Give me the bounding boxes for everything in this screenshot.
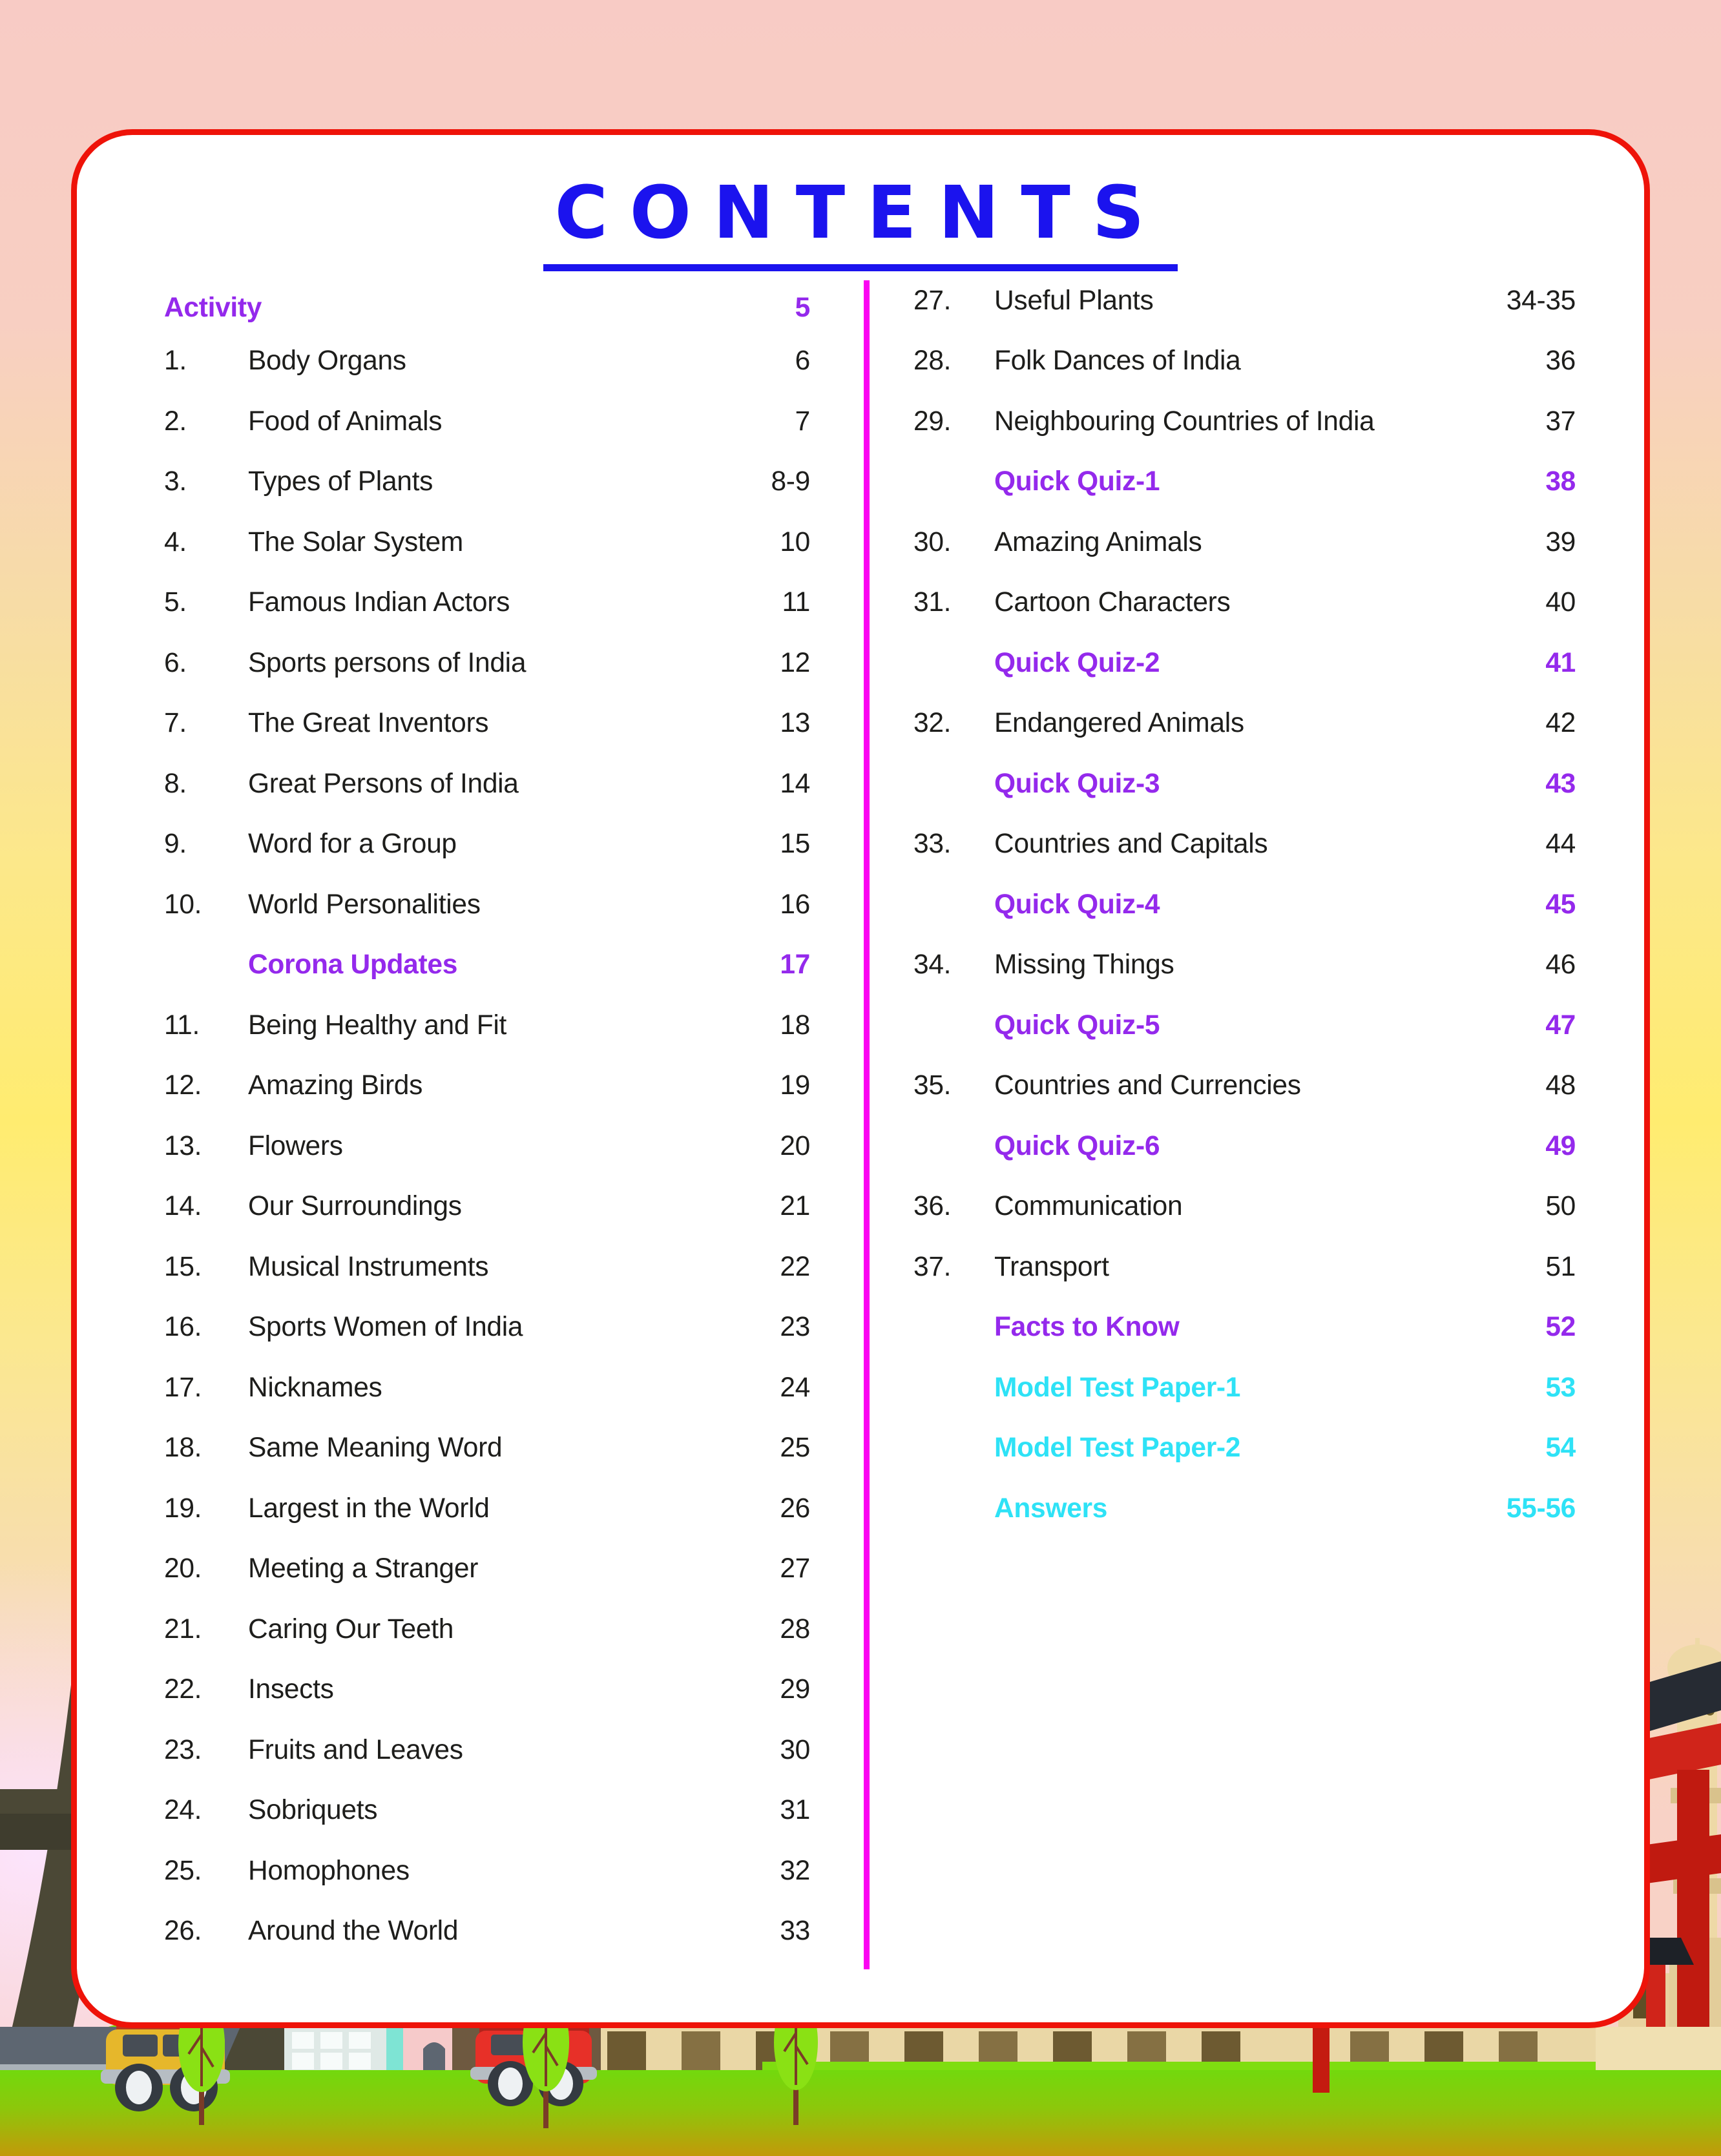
toc-row bbox=[164, 814, 810, 875]
toc-entry-page: 34-35 bbox=[1506, 285, 1576, 316]
toc-entry-label: Great Persons of India bbox=[248, 768, 519, 799]
toc-row bbox=[913, 1056, 1576, 1117]
toc-row bbox=[164, 1056, 810, 1117]
toc-entry-label: Being Healthy and Fit bbox=[248, 1010, 507, 1041]
toc-row bbox=[913, 814, 1576, 875]
toc-entry-number: 9. bbox=[164, 829, 187, 860]
toc-row bbox=[913, 1418, 1576, 1479]
toc-entry-label: Model Test Paper-1 bbox=[994, 1372, 1241, 1403]
toc-entry-page: 44 bbox=[1545, 829, 1576, 860]
toc-entry-number: 15. bbox=[164, 1251, 202, 1282]
toc-row bbox=[164, 1539, 810, 1600]
toc-entry-label: The Great Inventors bbox=[248, 708, 489, 739]
toc-row bbox=[164, 694, 810, 754]
toc-entry-page: 17 bbox=[780, 949, 810, 980]
toc-entry-label: Model Test Paper-2 bbox=[994, 1433, 1241, 1464]
toc-entry-label: Answers bbox=[994, 1493, 1108, 1524]
toc-entry-number: 29. bbox=[913, 406, 952, 437]
toc-entry-page: 5 bbox=[795, 293, 810, 324]
toc-entry-page: 19 bbox=[780, 1070, 810, 1101]
toc-entry-label: Homophones bbox=[248, 1855, 410, 1886]
toc-entry-label: Food of Animals bbox=[248, 406, 443, 437]
toc-entry-label: The Solar System bbox=[248, 526, 463, 557]
toc-row bbox=[913, 1358, 1576, 1418]
toc-entry-label: Cartoon Characters bbox=[994, 587, 1231, 618]
toc-entry-page: 39 bbox=[1545, 526, 1576, 557]
toc-entry-page: 37 bbox=[1545, 406, 1576, 437]
toc-row bbox=[164, 1781, 810, 1841]
toc-row bbox=[164, 1237, 810, 1298]
toc-entry-number: 21. bbox=[164, 1613, 202, 1644]
toc-row bbox=[913, 331, 1576, 392]
toc-entry-number: 3. bbox=[164, 466, 187, 497]
toc-entry-page: 26 bbox=[780, 1493, 810, 1524]
toc-entry-page: 12 bbox=[780, 647, 810, 678]
toc-entry-number: 31. bbox=[913, 587, 952, 618]
toc-right-column bbox=[913, 271, 1576, 1539]
toc-entry-number: 27. bbox=[913, 285, 952, 316]
toc-row bbox=[164, 1599, 810, 1660]
toc-entry-number: 30. bbox=[913, 526, 952, 557]
toc-entry-page: 45 bbox=[1545, 889, 1576, 920]
toc-row bbox=[913, 633, 1576, 694]
toc-entry-label: Sobriquets bbox=[248, 1795, 378, 1826]
toc-row bbox=[164, 391, 810, 452]
toc-entry-label: Word for a Group bbox=[248, 829, 457, 860]
toc-row bbox=[913, 512, 1576, 573]
toc-entry-page: 40 bbox=[1545, 587, 1576, 618]
toc-entry-label: Corona Updates bbox=[248, 949, 458, 980]
column-divider bbox=[864, 280, 870, 1969]
toc-row bbox=[164, 995, 810, 1056]
toc-entry-page: 51 bbox=[1545, 1251, 1576, 1282]
title-wrap bbox=[77, 171, 1644, 271]
toc-row bbox=[164, 1478, 810, 1539]
mint-building bbox=[284, 2027, 403, 2075]
toc-entry-label: Transport bbox=[994, 1251, 1109, 1282]
toc-entry-page: 33 bbox=[780, 1916, 810, 1947]
toc-row bbox=[164, 935, 810, 996]
toc-entry-number: 2. bbox=[164, 406, 187, 437]
toc-entry-page: 18 bbox=[780, 1010, 810, 1041]
toc-entry-label: Quick Quiz-3 bbox=[994, 768, 1160, 799]
toc-entry-number: 1. bbox=[164, 346, 187, 377]
toc-entry-page: 21 bbox=[780, 1191, 810, 1222]
toc-entry-page: 47 bbox=[1545, 1010, 1576, 1041]
toc-entry-label: Quick Quiz-1 bbox=[994, 466, 1160, 497]
toc-entry-label: Types of Plants bbox=[248, 466, 433, 497]
toc-row bbox=[164, 1720, 810, 1781]
toc-entry-label: Famous Indian Actors bbox=[248, 587, 510, 618]
toc-entry-number: 4. bbox=[164, 526, 187, 557]
toc-entry-page: 24 bbox=[780, 1372, 810, 1403]
toc-entry-label: Amazing Birds bbox=[248, 1070, 423, 1101]
toc-entry-page: 38 bbox=[1545, 466, 1576, 497]
toc-entry-label: Countries and Capitals bbox=[994, 829, 1268, 860]
toc-entry-number: 25. bbox=[164, 1855, 202, 1886]
toc-entry-number: 35. bbox=[913, 1070, 952, 1101]
toc-entry-page: 22 bbox=[780, 1251, 810, 1282]
toc-entry-label: Amazing Animals bbox=[994, 526, 1202, 557]
toc-entry-page: 7 bbox=[795, 406, 810, 437]
toc-entry-label: Communication bbox=[994, 1191, 1183, 1222]
toc-row bbox=[913, 1116, 1576, 1177]
toc-row bbox=[913, 754, 1576, 814]
toc-row bbox=[164, 512, 810, 573]
toc-entry-number: 10. bbox=[164, 889, 202, 920]
toc-row bbox=[164, 754, 810, 814]
colonnade-building bbox=[581, 2027, 1721, 2076]
toc-entry-number: 16. bbox=[164, 1312, 202, 1343]
toc-entry-label: Around the World bbox=[248, 1916, 459, 1947]
toc-row bbox=[913, 391, 1576, 452]
toc-entry-page: 30 bbox=[780, 1734, 810, 1765]
toc-entry-page: 55-56 bbox=[1506, 1493, 1576, 1524]
toc-entry-label: Nicknames bbox=[248, 1372, 382, 1403]
toc-entry-label: Body Organs bbox=[248, 346, 406, 377]
toc-row bbox=[164, 452, 810, 513]
toc-row bbox=[913, 995, 1576, 1056]
toc-entry-page: 23 bbox=[780, 1312, 810, 1343]
toc-entry-number: 5. bbox=[164, 587, 187, 618]
toc-entry-page: 16 bbox=[780, 889, 810, 920]
toc-entry-label: Quick Quiz-4 bbox=[994, 889, 1160, 920]
toc-left-column bbox=[164, 271, 810, 1962]
toc-entry-number: 26. bbox=[164, 1916, 202, 1947]
toc-row bbox=[164, 1298, 810, 1358]
toc-entry-page: 6 bbox=[795, 346, 810, 377]
toc-entry-label: Quick Quiz-5 bbox=[994, 1010, 1160, 1041]
toc-row bbox=[164, 1902, 810, 1962]
toc-entry-page: 25 bbox=[780, 1433, 810, 1464]
toc-entry-label: Flowers bbox=[248, 1130, 343, 1161]
toc-entry-label: Our Surroundings bbox=[248, 1191, 462, 1222]
red-pillar bbox=[1313, 2027, 1330, 2093]
toc-row bbox=[164, 1841, 810, 1902]
toc-entry-label: Activity bbox=[164, 293, 262, 324]
toc-entry-number: 34. bbox=[913, 949, 952, 980]
toc-row bbox=[913, 452, 1576, 513]
toc-entry-label: Quick Quiz-2 bbox=[994, 647, 1160, 678]
toc-entry-page: 50 bbox=[1545, 1191, 1576, 1222]
toc-entry-label: Fruits and Leaves bbox=[248, 1734, 463, 1765]
toc-entry-label: Endangered Animals bbox=[994, 708, 1244, 739]
toc-entry-number: 20. bbox=[164, 1553, 202, 1584]
grass bbox=[0, 2070, 1721, 2156]
toc-row bbox=[913, 271, 1576, 331]
toc-entry-number: 8. bbox=[164, 768, 187, 799]
toc-entry-number: 33. bbox=[913, 829, 952, 860]
toc-entry-number: 36. bbox=[913, 1191, 952, 1222]
toc-entry-number: 23. bbox=[164, 1734, 202, 1765]
toc-entry-label: Sports Women of India bbox=[248, 1312, 523, 1343]
toc-row bbox=[164, 271, 810, 331]
toc-entry-page: 31 bbox=[780, 1795, 810, 1826]
toc-entry-page: 36 bbox=[1545, 346, 1576, 377]
toc-entry-page: 27 bbox=[780, 1553, 810, 1584]
toc-entry-number: 7. bbox=[164, 708, 187, 739]
toc-entry-number: 22. bbox=[164, 1674, 202, 1705]
toc-entry-number: 18. bbox=[164, 1433, 202, 1464]
toc-row bbox=[913, 694, 1576, 754]
toc-entry-label: Countries and Currencies bbox=[994, 1070, 1301, 1101]
toc-entry-label: Insects bbox=[248, 1674, 334, 1705]
toc-entry-label: World Personalities bbox=[248, 889, 481, 920]
toc-entry-label: Neighbouring Countries of India bbox=[994, 406, 1375, 437]
toc-row bbox=[164, 633, 810, 694]
toc-entry-label: Meeting a Stranger bbox=[248, 1553, 479, 1584]
toc-entry-page: 53 bbox=[1545, 1372, 1576, 1403]
toc-entry-label: Musical Instruments bbox=[248, 1251, 489, 1282]
toc-entry-number: 17. bbox=[164, 1372, 202, 1403]
toc-entry-label: Folk Dances of India bbox=[994, 346, 1241, 377]
toc-row bbox=[913, 1478, 1576, 1539]
toc-entry-number: 37. bbox=[913, 1251, 952, 1282]
toc-entry-page: 46 bbox=[1545, 949, 1576, 980]
toc-entry-label: Useful Plants bbox=[994, 285, 1154, 316]
toc-row bbox=[913, 1298, 1576, 1358]
toc-entry-label: Largest in the World bbox=[248, 1493, 490, 1524]
toc-entry-label: Missing Things bbox=[994, 949, 1174, 980]
toc-entry-page: 52 bbox=[1545, 1312, 1576, 1343]
toc-row bbox=[913, 935, 1576, 996]
toc-entry-number: 14. bbox=[164, 1191, 202, 1222]
toc-entry-number: 32. bbox=[913, 708, 952, 739]
toc-entry-page: 43 bbox=[1545, 768, 1576, 799]
toc-entry-label: Same Meaning Word bbox=[248, 1433, 503, 1464]
toc-row bbox=[164, 1116, 810, 1177]
toc-entry-label: Facts to Know bbox=[994, 1312, 1180, 1343]
contents-card bbox=[71, 129, 1650, 2028]
toc-entry-page: 13 bbox=[780, 708, 810, 739]
toc-row bbox=[164, 875, 810, 935]
toc-row bbox=[164, 573, 810, 634]
toc-row bbox=[913, 875, 1576, 935]
toc-entry-number: 24. bbox=[164, 1795, 202, 1826]
toc-entry-page: 42 bbox=[1545, 708, 1576, 739]
toc-entry-page: 10 bbox=[780, 526, 810, 557]
toc-entry-page: 11 bbox=[782, 587, 810, 618]
toc-row bbox=[164, 1177, 810, 1238]
toc-entry-page: 54 bbox=[1545, 1433, 1576, 1464]
toc-entry-number: 13. bbox=[164, 1130, 202, 1161]
toc-entry-page: 28 bbox=[780, 1613, 810, 1644]
toc-entry-page: 14 bbox=[780, 768, 810, 799]
toc-row bbox=[913, 573, 1576, 634]
toc-entry-page: 29 bbox=[780, 1674, 810, 1705]
toc-entry-number: 19. bbox=[164, 1493, 202, 1524]
toc-entry-label: Caring Our Teeth bbox=[248, 1613, 454, 1644]
toc-row bbox=[164, 1660, 810, 1721]
toc-entry-label: Quick Quiz-6 bbox=[994, 1130, 1160, 1161]
toc-entry-number: 28. bbox=[913, 346, 952, 377]
toc-entry-page: 48 bbox=[1545, 1070, 1576, 1101]
toc-entry-page: 41 bbox=[1545, 647, 1576, 678]
toc-entry-page: 32 bbox=[780, 1855, 810, 1886]
toc-row bbox=[164, 331, 810, 392]
toc-row bbox=[913, 1237, 1576, 1298]
toc-entry-number: 6. bbox=[164, 647, 187, 678]
toc-entry-page: 49 bbox=[1545, 1130, 1576, 1161]
toc-entry-label: Sports persons of India bbox=[248, 647, 527, 678]
toc-entry-page: 15 bbox=[780, 829, 810, 860]
toc-row bbox=[164, 1418, 810, 1479]
toc-entry-number: 11. bbox=[164, 1010, 200, 1041]
toc-row bbox=[913, 1177, 1576, 1238]
toc-entry-page: 8-9 bbox=[771, 466, 810, 497]
page-title: CONTENTS bbox=[543, 171, 1178, 271]
toc-row bbox=[164, 1358, 810, 1418]
toc-entry-page: 20 bbox=[780, 1130, 810, 1161]
toc-entry-number: 12. bbox=[164, 1070, 202, 1101]
